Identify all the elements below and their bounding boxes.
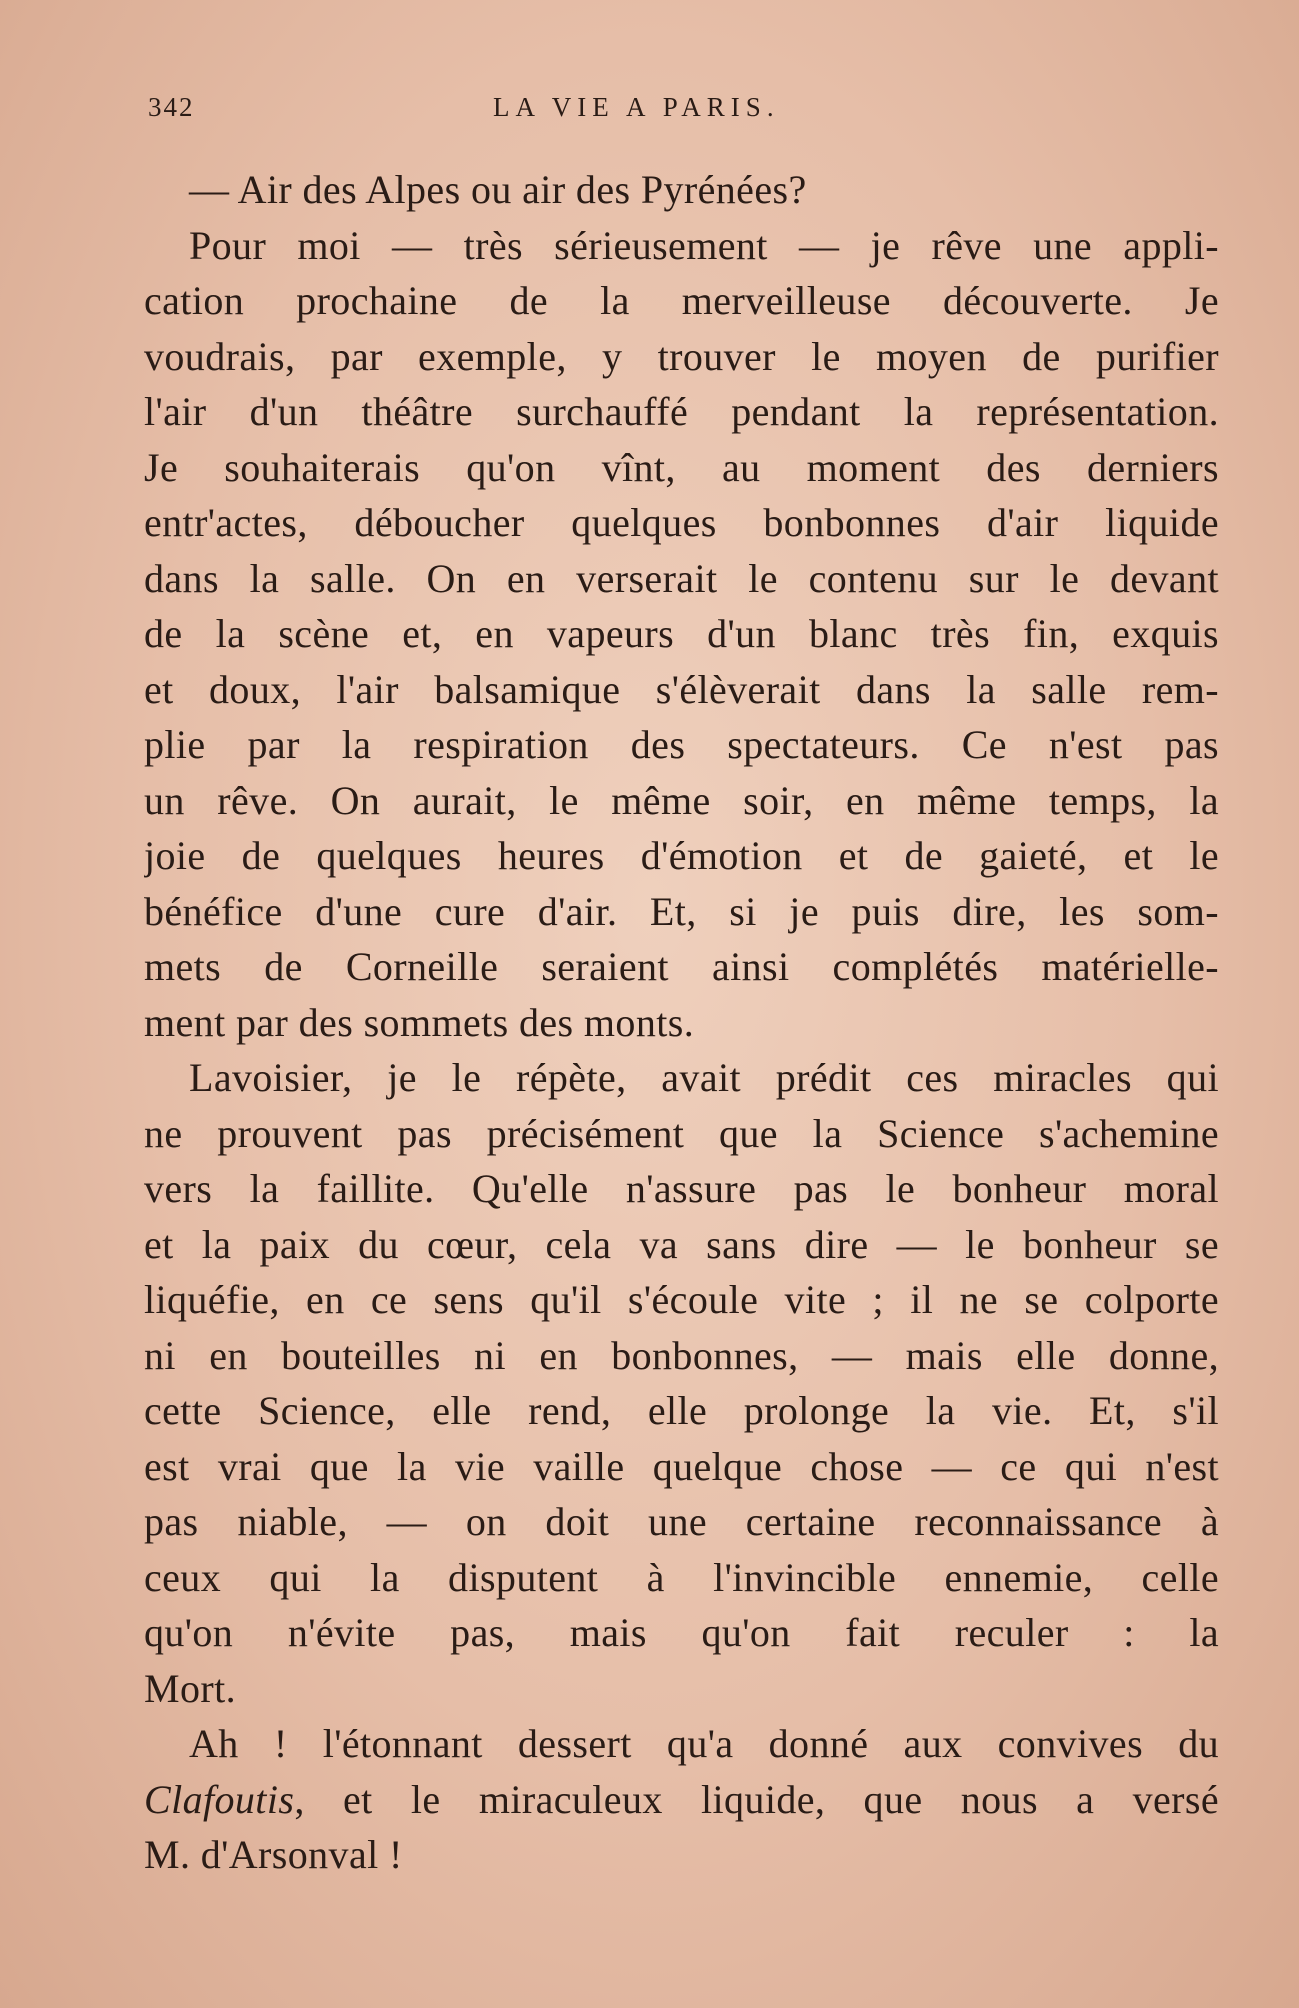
text-line: ni en bouteilles ni en bonbonnes, — mais elle donne, [144, 1332, 1219, 1378]
text-line: Je souhaiterais qu'on vînt, au moment des derniers [144, 444, 1219, 490]
page-header [148, 92, 908, 132]
text-line: joie de quelques heures d'émotion et de gaieté, et le [144, 833, 1219, 878]
text-line: — Air des Alpes ou air des Pyrénées? [189, 167, 807, 212]
text-line: cette Science, elle rend, elle prolonge la vie. Et, s'il [144, 1388, 1219, 1433]
text-line: plie par la respiration des spectateurs. Ce n'est pas [144, 722, 1219, 767]
text-line: entr'actes, déboucher quelques bonbonnes d'air liquide [144, 500, 1219, 545]
text-line: cation prochaine de la merveilleuse découverte. Je [144, 278, 1219, 323]
text-line: Mort. [144, 1665, 236, 1711]
text-line: bénéfice d'une cure d'air. Et, si je puis dire, les som- [144, 888, 1219, 934]
text-line: mets de Corneille seraient ainsi complétés matérielle- [144, 944, 1219, 989]
text-line: ment par des sommets des monts. [144, 999, 695, 1045]
text-line: ceux qui la disputent à l'invincible ennemie, celle [144, 1554, 1219, 1600]
text-line: est vrai que la vie vaille quelque chose — ce qui n'est [144, 1443, 1219, 1489]
text-line: voudrais, par exemple, y trouver le moyen de purifier [144, 333, 1219, 379]
text-line [144, 1772, 1219, 1828]
text-line: et doux, l'air balsamique s'élèverait dans la salle rem- [144, 666, 1219, 712]
text-line: un rêve. On aurait, le même soir, en même temps, la [144, 777, 1219, 823]
body-text [144, 162, 1219, 1883]
text-line: qu'on n'évite pas, mais qu'on fait reculer : la [144, 1610, 1219, 1655]
text-line: l'air d'un théâtre surchauffé pendant la représentation. [144, 389, 1219, 434]
text-line: vers la faillite. Qu'elle n'assure pas le bonheur moral [144, 1166, 1219, 1211]
text-line: pas niable, — on doit une certaine reconnaissance à [144, 1499, 1219, 1544]
text-line: de la scène et, en vapeurs d'un blanc très fin, exquis [144, 611, 1219, 656]
text-line: et la paix du cœur, cela va sans dire — le bonheur se [144, 1221, 1219, 1267]
text-line: Lavoisier, je le répète, avait prédit ces miracles qui [189, 1055, 1219, 1100]
italic-title: Clafoutis [144, 1776, 295, 1822]
text-line: ne prouvent pas précisément que la Science s'achemine [144, 1110, 1219, 1156]
text-line: Pour moi — très sérieusement — je rêve une appli- [189, 222, 1219, 268]
page-number: 342 [148, 92, 195, 122]
text-line: Ah ! l'étonnant dessert qu'a donné aux convives du [189, 1721, 1219, 1766]
running-title: LA VIE A PARIS. [493, 92, 780, 122]
text-line: M. d'Arsonval ! [144, 1832, 403, 1877]
text-line: dans la salle. On en verserait le contenu sur le devant [144, 555, 1219, 601]
text-fragment: , et le miraculeux liquide, que nous a versé [294, 1776, 1219, 1822]
text-line: liquéfie, en ce sens qu'il s'écoule vite ; il ne se colporte [144, 1277, 1219, 1322]
